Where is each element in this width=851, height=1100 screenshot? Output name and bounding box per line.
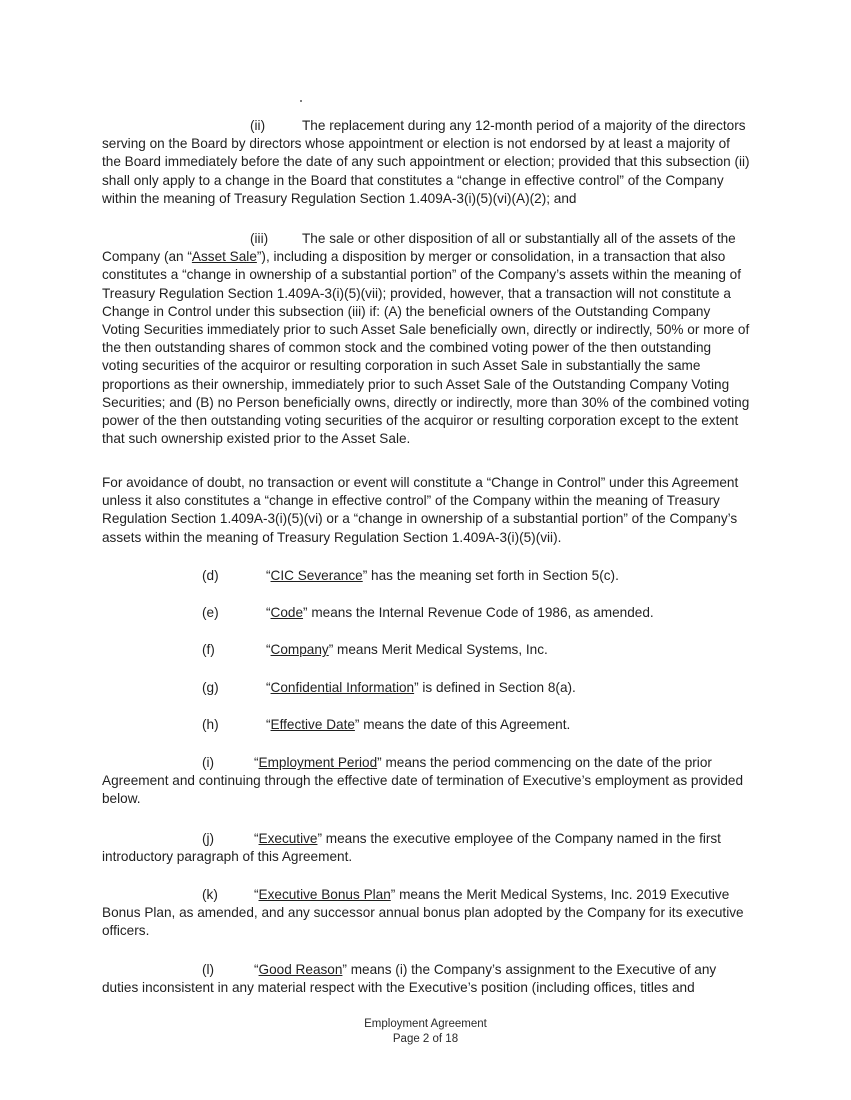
defined-term: Executive [258,831,318,846]
definition-j: (j) “Executive” means the executive employee of the Company named in the first introductory paragraph of this Agreement. [102,831,721,865]
defined-term: Code [270,605,304,620]
definition-i: (i) “Employment Period” means the period commencing on the date of the prior Agreement and continuing through the effective date of termination of Executive’s employment as provided below. [102,755,744,807]
definition-number: (l) [202,962,215,977]
definition-text: ” means the executive employee of the Company named in the first introductory paragraph of this Agreement. [102,831,721,865]
definition-number: (j) [202,831,215,846]
definition-text: ” means Merit Medical Systems, Inc. [328,642,548,657]
definition-number: (h) [202,717,219,732]
definition-e: (e) “Code” means the Internal Revenue Code of 1986, as amended. [202,604,654,622]
definition-g: (g) “Confidential Information” is defined in Section 8(a). [202,679,576,697]
footer-document-title: Employment Agreement [364,1018,487,1030]
clause-ii [102,117,750,208]
definition-k: (k) “Executive Bonus Plan” means the Merit Medical Systems, Inc. 2019 Executive Bonus Plan, as amended, and any successor annual bonus plan adopted by the Company for its executive officers. [102,887,744,939]
defined-term: Good Reason [258,962,343,977]
definition-f: (f) “Company” means Merit Medical Systems, Inc. [202,641,548,659]
definition-d: (d) “CIC Severance” has the meaning set forth in Section 5(c). [202,567,619,585]
scan-speck [300,100,302,102]
definition-number: (g) [202,680,219,695]
definition-text: ” means the Merit Medical Systems, Inc. 2019 Executive Bonus Plan, as amended, and any successor annual bonus plan adopted by the Company for its executive officers. [102,887,744,939]
clause-number: (ii) [250,118,266,133]
definition-text: ” has the meaning set forth in Section 5(c). [362,568,619,583]
definition-number: (i) [202,755,215,770]
definition-text: ” means the Internal Revenue Code of 1986, as amended. [303,605,654,620]
definition-text: ” is defined in Section 8(a). [414,680,576,695]
clause-text: The sale or other disposition of all or substantially all of the assets of the Company (an “ [102,231,736,265]
definition-text: ” means (i) the Company’s assignment to the Executive of any duties inconsistent in any material respect with the Executive’s position (including offices, titles and [102,962,717,996]
clause-text-cont: ”), including a disposition by merger or consolidation, in a transaction that also constitutes a “change in ownership of a substantial portion” of the Company’s assets within the meaning of Treasury Regulation Section 1.409A-3(i)(5)(vii); provided, however, that a transaction will not constitute a Change in Control under this subsection (iii) if: (A) the beneficial owners of the Outstanding Company Voting Securities immediately prior to such Asset Sale beneficially own, directly or indirectly, 50% or more of the then outstanding shares of common stock and the combined voting power of the then outstanding voting securities of the acquiror or resulting corporation in such Asset Sale in substantially the same proportions as their ownership, immediately prior to such Asset Sale of the Outstanding Company Voting Securities; and (B) no Person beneficially owns, directly or indirectly, more than 30% of the combined voting power of the then outstanding voting securities of the acquiror or resulting corporation except to the extent that such ownership existed prior to the Asset Sale. [102,249,750,447]
defined-term: Employment Period [258,755,378,770]
defined-term: CIC Severance [270,568,363,583]
definition-h: (h) “Effective Date” means the date of this Agreement. [202,716,570,734]
defined-term: Effective Date [270,717,355,732]
definition-l: (l) “Good Reason” means (i) the Company’s assignment to the Executive of any duties inconsistent in any material respect with the Executive’s position (including offices, titles and [102,962,717,996]
defined-term: Company [270,642,329,657]
clause-iii [102,230,750,448]
footer-page-number: Page 2 of 18 [392,1033,459,1045]
page-footer [0,1017,851,1047]
defined-term: Executive Bonus Plan [258,887,391,902]
definition-text: ” means the date of this Agreement. [354,717,571,732]
definition-text: ” means the period commencing on the date of the prior Agreement and continuing through the effective date of termination of Executive’s employment as provided below. [102,755,744,807]
clause-text: The replacement during any 12-month period of a majority of the directors serving on the Board by directors whose appointment or election is not endorsed by at least a majority of the Board immediately before the date of any such appointment or election; provided that this subsection (ii) shall only apply to a change in the Board that constitutes a “change in effective control” of the Company within the meaning of Treasury Regulation Section 1.409A-3(i)(5)(vi)(A)(2); and [102,118,750,206]
defined-term: Asset Sale [191,249,257,265]
definition-number: (k) [202,887,218,902]
avoidance-paragraph: For avoidance of doubt, no transaction or event will constitute a “Change in Control” under this Agreement unless it also constitutes a “change in effective control” of the Company within the meaning of Treasury Regulation Section 1.409A-3(i)(5)(vi) or a “change in ownership of a substantial portion” of the Company’s assets within the meaning of Treasury Regulation Section 1.409A-3(i)(5)(vii). [102,475,739,545]
defined-term: Confidential Information [270,680,415,695]
definition-number: (d) [202,568,219,583]
definition-number: (e) [202,605,219,620]
clause-number: (iii) [250,231,269,246]
definition-number: (f) [202,642,215,657]
